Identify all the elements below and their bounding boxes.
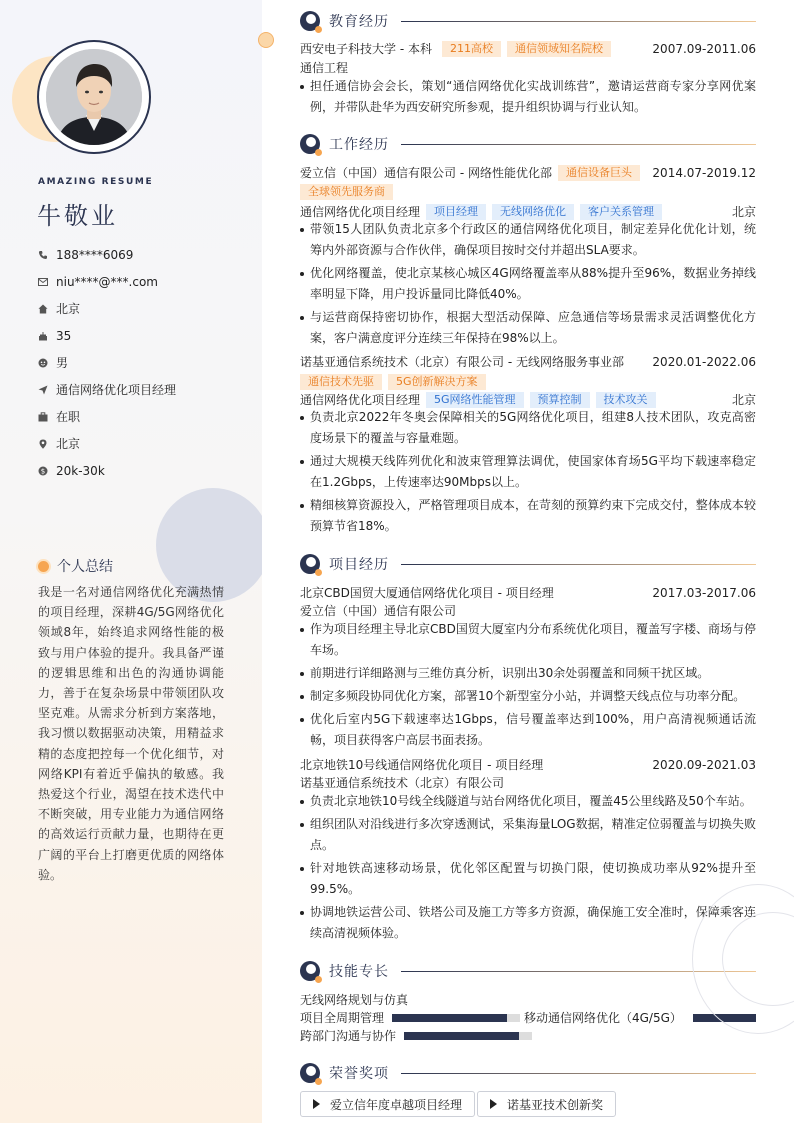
award-badge bbox=[477, 1091, 616, 1117]
info-gender bbox=[38, 349, 248, 376]
projects-heading bbox=[300, 553, 756, 575]
summary-dot-icon bbox=[38, 561, 49, 572]
job-role-row bbox=[300, 391, 756, 408]
list-item: 组织团队对沿线进行多次穿透测试，采集海量LOG数据，精准定位弱覆盖与切换失败点。 bbox=[300, 814, 756, 856]
play-triangle-icon bbox=[490, 1099, 497, 1109]
section-icon bbox=[300, 11, 320, 31]
summary-heading bbox=[38, 556, 113, 576]
info-status bbox=[38, 403, 248, 430]
company-tag: 通信技术先驱 bbox=[300, 374, 382, 390]
list-item: 带领15人团队负责北京多个行政区的通信网络优化项目，制定差异化优化计划，统筹内外部资源与合作伙伴，确保项目按时交付并超出SLA要求。 bbox=[300, 219, 756, 261]
education-heading bbox=[300, 10, 756, 32]
list-item: 前期进行详细路测与三维仿真分析，识别出30余处弱覆盖和同频干扰区域。 bbox=[300, 663, 756, 684]
education-row bbox=[300, 40, 756, 57]
skill-tag: 客户关系管理 bbox=[580, 204, 662, 220]
list-item: 负责北京地铁10号线全线隧道与站台网络优化项目，覆盖45公里线路及50个车站。 bbox=[300, 791, 756, 812]
award-name: 爱立信年度卓越项目经理 bbox=[330, 1097, 463, 1112]
info-home bbox=[38, 295, 248, 322]
mail-icon bbox=[38, 277, 48, 287]
skill-item bbox=[300, 1009, 520, 1026]
resume-tagline: AMAZING RESUME bbox=[38, 177, 154, 187]
company-tag: 通信设备巨头 bbox=[558, 165, 640, 181]
section-divider bbox=[401, 144, 756, 145]
list-item: 优化后室内5G下载速率达1Gbps，信号覆盖率达到100%，用户高清视频通话流畅，项目获得客户高层书面表扬。 bbox=[300, 709, 756, 751]
list-item: 作为项目经理主导北京CBD国贸大厦室内分布系统优化项目，覆盖写字楼、商场与停车场。 bbox=[300, 619, 756, 661]
skill-tag: 技术攻关 bbox=[596, 392, 656, 408]
job-header bbox=[300, 353, 756, 370]
work-heading bbox=[300, 133, 756, 155]
section-divider bbox=[401, 21, 756, 22]
cake-icon bbox=[38, 331, 48, 341]
info-salary bbox=[38, 457, 248, 484]
job-header bbox=[300, 164, 756, 181]
section-icon bbox=[300, 1063, 320, 1083]
skills-subheading: 无线网络规划与仿真 bbox=[300, 993, 409, 1007]
info-age bbox=[38, 322, 248, 349]
list-item: 通过大规模天线阵列优化和波束管理算法调优，使国家体育场5G平均下载速率稳定在1.2Gbps，上传速率达90Mbps以上。 bbox=[300, 451, 756, 493]
skill-name: 项目全周期管理 bbox=[300, 1011, 385, 1025]
awards-heading bbox=[300, 1062, 756, 1084]
job-role: 通信网络优化项目经理 bbox=[300, 393, 421, 407]
skill-bar bbox=[404, 1032, 532, 1040]
school-tag: 211高校 bbox=[442, 41, 501, 57]
job-bullets bbox=[300, 219, 756, 351]
list-item: 担任通信协会会长，策划“通信网络优化实战训练营”，邀请运营商专家分享网优案例，并带队赴华为西安研究所参观，提升组织协调与行业认知。 bbox=[300, 76, 756, 118]
project-bullets bbox=[300, 791, 756, 946]
list-item: 负责北京2022年冬奥会保障相关的5G网络优化项目，组建8人技术团队，攻克高密度场景下的覆盖与容量难题。 bbox=[300, 407, 756, 449]
target-city-value: 北京 bbox=[56, 437, 81, 451]
list-item: 协调地铁运营公司、铁塔公司及施工方等多方资源，确保施工安全准时，保障乘客连续高清视频体验。 bbox=[300, 902, 756, 944]
salary-icon bbox=[38, 466, 48, 476]
email-value: niu****@***.com bbox=[56, 274, 158, 289]
skill-tag: 5G网络性能管理 bbox=[426, 392, 524, 408]
skill-bar-fill bbox=[392, 1014, 507, 1022]
project-name: 北京CBD国贸大厦通信网络优化项目 - 项目经理 bbox=[300, 586, 554, 600]
list-item: 针对地铁高速移动场景，优化邻区配置与切换门限，使切换成功率从92%提升至99.5%。 bbox=[300, 858, 756, 900]
skill-item bbox=[300, 1027, 532, 1044]
skills-title: 技能专长 bbox=[329, 964, 389, 980]
project-period: 2020.09-2021.03 bbox=[652, 757, 756, 772]
award-name: 诺基亚技术创新奖 bbox=[507, 1097, 604, 1112]
school-name: 西安电子科技大学 - 本科 bbox=[300, 42, 432, 56]
section-icon bbox=[300, 134, 320, 154]
sidebar bbox=[0, 0, 262, 1123]
section-icon bbox=[300, 554, 320, 574]
play-triangle-icon bbox=[313, 1099, 320, 1109]
phone-value: 188****6069 bbox=[56, 247, 134, 262]
target-position-value: 通信网络优化项目经理 bbox=[56, 383, 177, 397]
briefcase-icon bbox=[38, 412, 48, 422]
location-pin-icon bbox=[38, 439, 48, 449]
project-header bbox=[300, 584, 756, 601]
contact-info bbox=[38, 241, 248, 484]
project-period: 2017.03-2017.06 bbox=[652, 585, 756, 600]
project-name: 北京地铁10号线通信网络优化项目 - 项目经理 bbox=[300, 758, 544, 772]
skills-heading bbox=[300, 960, 756, 982]
salary-value: 20k-30k bbox=[56, 463, 105, 478]
section-icon bbox=[300, 961, 320, 981]
work-title: 工作经历 bbox=[329, 137, 389, 153]
gender-value: 男 bbox=[56, 356, 69, 370]
job-city: 北京 bbox=[731, 205, 756, 219]
skill-tag: 预算控制 bbox=[530, 392, 590, 408]
skill-bar-fill bbox=[404, 1032, 519, 1040]
project-header bbox=[300, 756, 756, 773]
send-icon bbox=[38, 385, 48, 395]
info-phone bbox=[38, 241, 248, 268]
project-company: 爱立信（中国）通信有限公司 bbox=[300, 604, 457, 618]
education-bullets bbox=[300, 76, 756, 120]
job-company: 爱立信（中国）通信有限公司 - 网络性能优化部 bbox=[300, 166, 552, 180]
education-major: 通信工程 bbox=[300, 61, 349, 75]
info-email bbox=[38, 268, 248, 295]
list-item: 优化网络覆盖，使北京某核心城区4G网络覆盖率从88%提升至96%，数据业务掉线率明显下降，用户投诉量同比降低40%。 bbox=[300, 263, 756, 305]
education-period: 2007.09-2011.06 bbox=[652, 41, 756, 56]
avatar-frame bbox=[37, 40, 151, 154]
gender-icon bbox=[38, 358, 48, 368]
info-target-position bbox=[38, 376, 248, 403]
company-tag: 全球领先服务商 bbox=[300, 184, 393, 200]
project-bullets bbox=[300, 619, 756, 753]
awards-title: 荣誉奖项 bbox=[329, 1066, 389, 1082]
list-item: 制定多频段协同优化方案，部署10个新型室分小站，并调整天线点位与功率分配。 bbox=[300, 686, 756, 707]
list-item: 与运营商保持密切协作，根据大型活动保障、应急通信等场景需求灵活调整优化方案，客户满意度评分连续三年保持在98%以上。 bbox=[300, 307, 756, 349]
project-company: 诺基亚通信系统技术（北京）有限公司 bbox=[300, 776, 505, 790]
home-icon bbox=[38, 304, 48, 314]
svg-text:$: $ bbox=[40, 467, 46, 476]
skill-name: 移动通信网络优化（4G/5G） bbox=[524, 1011, 682, 1025]
education-title: 教育经历 bbox=[329, 14, 389, 30]
company-tag-row bbox=[300, 374, 756, 390]
skill-tag: 无线网络优化 bbox=[492, 204, 574, 220]
job-role: 通信网络优化项目经理 bbox=[300, 205, 421, 219]
skill-name: 跨部门沟通与协作 bbox=[300, 1029, 397, 1043]
summary-title: 个人总结 bbox=[57, 559, 113, 575]
info-target-city bbox=[38, 430, 248, 457]
hometown-value: 北京 bbox=[56, 302, 81, 316]
award-badge bbox=[300, 1091, 475, 1117]
job-role-row bbox=[300, 203, 756, 220]
decorative-dot bbox=[258, 32, 274, 48]
section-divider bbox=[401, 564, 756, 565]
job-company: 诺基亚通信系统技术（北京）有限公司 - 无线网络服务事业部 bbox=[300, 355, 624, 369]
projects-title: 项目经历 bbox=[329, 557, 389, 573]
skill-tag: 项目经理 bbox=[426, 204, 486, 220]
phone-icon bbox=[38, 250, 48, 260]
section-divider bbox=[401, 1073, 756, 1074]
candidate-name: 牛敬业 bbox=[37, 202, 118, 230]
school-tag: 通信领域知名院校 bbox=[507, 41, 611, 57]
list-item: 精细核算资源投入，严格管理项目成本，在苛刻的预算约束下完成交付，整体成本较预算节省18%。 bbox=[300, 495, 756, 537]
skill-bar bbox=[392, 1014, 520, 1022]
job-period: 2014.07-2019.12 bbox=[652, 165, 756, 180]
age-value: 35 bbox=[56, 328, 72, 343]
avatar bbox=[46, 49, 142, 145]
job-bullets bbox=[300, 407, 756, 539]
summary-text: 我是一名对通信网络优化充满热情的项目经理，深耕4G/5G网络优化领域8年，始终追求网络性能的极致与用户体验的提升。我具备严谨的逻辑思维和出色的沟通协调能力，善于在复杂场景中带领团队攻坚克难。从需求分析到方案落地，我习惯以数据驱动决策，用精益求精的态度把控每一个优化细节，对网络KPI有着近乎偏执的敏感。我热爱这个行业，渴望在技术迭代中不断突破，用专业能力为通信网络的高效运行贡献力量，也期待在更广阔的平台上打磨更优质的网络体验。 bbox=[38, 585, 224, 882]
status-value: 在职 bbox=[56, 410, 81, 424]
company-tag: 5G创新解决方案 bbox=[388, 374, 486, 390]
company-tag-row bbox=[300, 184, 756, 200]
job-period: 2020.01-2022.06 bbox=[652, 354, 756, 369]
job-city: 北京 bbox=[731, 393, 756, 407]
